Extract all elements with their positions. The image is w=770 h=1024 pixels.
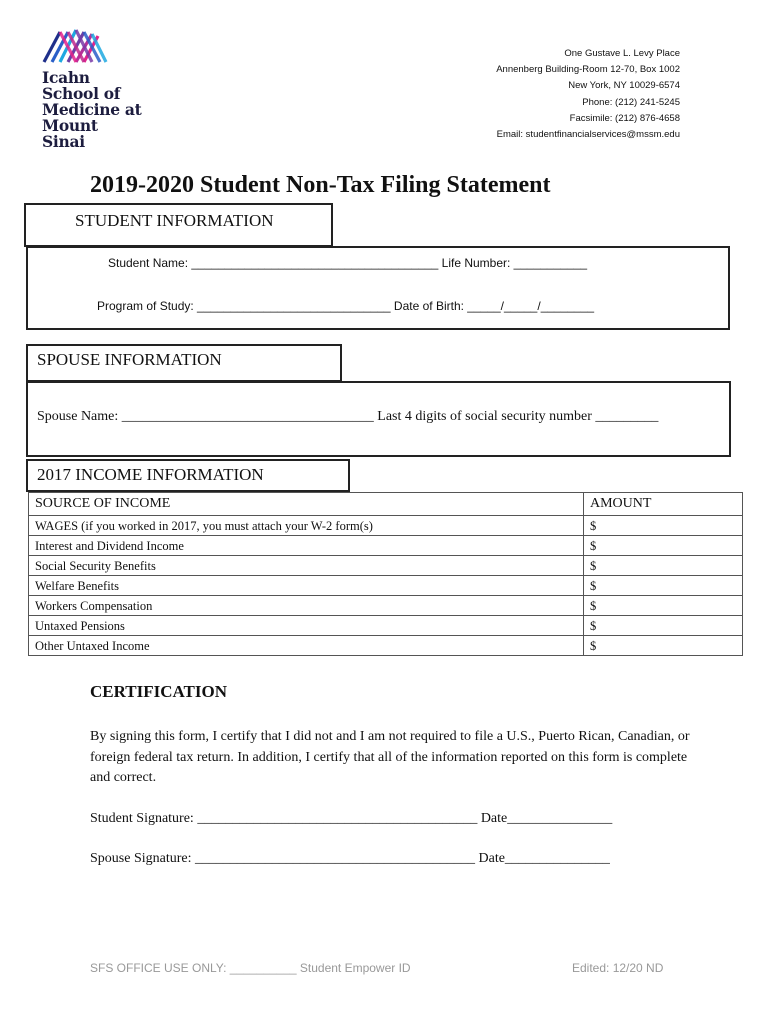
logo-line: Medicine at xyxy=(42,100,142,119)
student-info-heading: STUDENT INFORMATION xyxy=(75,211,274,230)
table-row xyxy=(29,596,743,616)
spouse-signature-field[interactable]: Spouse Signature: ________________________________________ Date_______________ xyxy=(90,851,610,866)
mount-sinai-logo-icon xyxy=(40,26,120,66)
amount-column-header: AMOUNT xyxy=(584,493,743,516)
certification-heading: CERTIFICATION xyxy=(90,682,227,701)
income-table xyxy=(28,492,743,656)
edited-note: Edited: 12/20 ND xyxy=(572,961,664,975)
logo-line: School of xyxy=(42,84,121,103)
address-line: One Gustave L. Levy Place xyxy=(564,48,680,59)
certification-text: By signing this form, I certify that I did not and I am not required to file a U.S., Puerto Rican, Canadian, or foreign federal tax return. In addition, I certify that all of the information reported on this form is complete and correct. xyxy=(90,729,690,786)
student-name-life-number-field[interactable]: Student Name: _____________________________________ Life Number: ___________ xyxy=(108,256,588,270)
table-row xyxy=(29,616,743,636)
income-amount-field[interactable]: $ xyxy=(584,616,743,636)
email-line: Email: studentfinancialservices@mssm.edu xyxy=(496,129,680,141)
program-dob-field[interactable]: Program of Study: _____________________________ Date of Birth: _____/_____/________ xyxy=(97,299,595,313)
logo-line: Sinai xyxy=(42,132,85,151)
income-amount-field[interactable]: $ xyxy=(584,636,743,656)
logo-line: Mount xyxy=(42,116,98,135)
income-source: WAGES (if you worked in 2017, you must attach your W-2 form(s) xyxy=(29,516,584,536)
income-amount-field[interactable]: $ xyxy=(584,596,743,616)
institution-logo-text xyxy=(42,70,182,150)
income-source: Welfare Benefits xyxy=(29,576,584,596)
logo-line: Icahn xyxy=(42,68,90,87)
table-row xyxy=(29,536,743,556)
fax-line: Facsimile: (212) 876-4658 xyxy=(569,112,680,124)
income-source: Interest and Dividend Income xyxy=(29,536,584,556)
student-signature-field[interactable]: Student Signature: ________________________________________ Date_______________ xyxy=(90,811,613,826)
table-row xyxy=(29,576,743,596)
source-column-header: SOURCE OF INCOME xyxy=(29,493,584,516)
income-amount-field[interactable]: $ xyxy=(584,536,743,556)
table-row xyxy=(29,516,743,536)
table-header-row xyxy=(29,493,743,516)
income-amount-field[interactable]: $ xyxy=(584,556,743,576)
income-source: Other Untaxed Income xyxy=(29,636,584,656)
office-use-note: SFS OFFICE USE ONLY: __________ Student Empower ID xyxy=(90,961,411,975)
table-row xyxy=(29,636,743,656)
spouse-info-heading: SPOUSE INFORMATION xyxy=(37,350,222,369)
address-line: Annenberg Building-Room 12-70, Box 1002 xyxy=(496,64,680,76)
phone-line: Phone: (212) 241-5245 xyxy=(582,96,680,108)
income-info-heading: 2017 INCOME INFORMATION xyxy=(37,465,264,484)
spouse-name-ssn-field[interactable]: Spouse Name: ____________________________________ Last 4 digits of social security number _________ xyxy=(37,409,659,424)
form-title: 2019-2020 Student Non-Tax Filing Statement xyxy=(90,172,551,198)
income-source: Social Security Benefits xyxy=(29,556,584,576)
income-source: Untaxed Pensions xyxy=(29,616,584,636)
address-line: New York, NY 10029-6574 xyxy=(568,80,680,92)
income-amount-field[interactable]: $ xyxy=(584,576,743,596)
income-source: Workers Compensation xyxy=(29,596,584,616)
table-row xyxy=(29,556,743,576)
contact-address xyxy=(496,46,680,143)
income-amount-field[interactable]: $ xyxy=(584,516,743,536)
